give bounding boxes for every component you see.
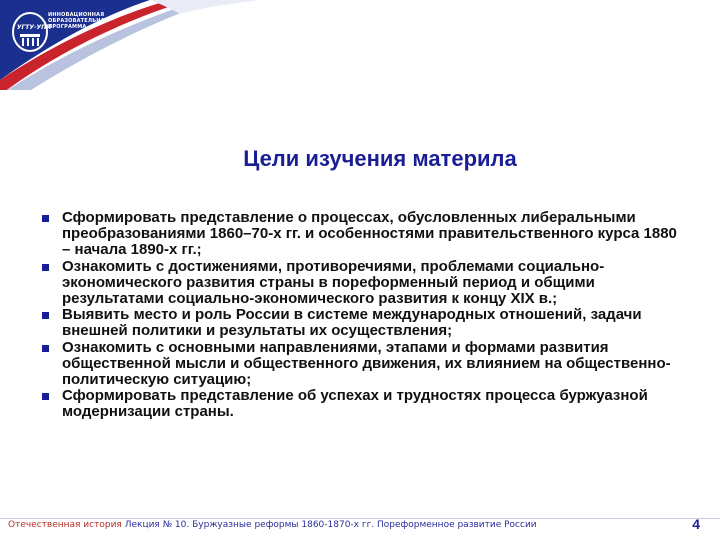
page-number: 4 bbox=[692, 516, 700, 532]
list-item bbox=[40, 388, 680, 420]
logo-caption-line: ОБРАЗОВАТЕЛЬНАЯ bbox=[48, 18, 109, 24]
square-bullet-icon bbox=[42, 345, 49, 352]
slide-title: Цели изучения материла bbox=[243, 146, 517, 171]
university-logo bbox=[6, 6, 109, 62]
objectives-list bbox=[40, 210, 680, 421]
square-bullet-icon bbox=[42, 312, 49, 319]
footer-course: Отечественная история bbox=[8, 520, 122, 530]
logo-caption-line: ИННОВАЦИОННАЯ bbox=[48, 12, 105, 18]
list-item bbox=[40, 340, 680, 389]
list-item bbox=[40, 210, 680, 259]
logo-abbreviation: УГТУ-УПИ bbox=[16, 24, 52, 31]
square-bullet-icon bbox=[42, 393, 49, 400]
list-item-text: Сформировать представление о процессах, обусловленных либеральными преобразованиями 1860–70-х гг. и особенностями правительственного курса 1880 – начала 1890-х гг.; bbox=[62, 209, 677, 259]
list-item bbox=[40, 259, 680, 308]
square-bullet-icon bbox=[42, 264, 49, 271]
list-item bbox=[40, 307, 680, 339]
footer bbox=[8, 520, 608, 530]
list-item-text: Сформировать представление об успехах и трудностях процесса буржуазной модернизации страны. bbox=[62, 387, 648, 421]
square-bullet-icon bbox=[42, 215, 49, 222]
logo-emblem-icon bbox=[10, 10, 50, 54]
footer-lecture: Лекция № 10. Буржуазные реформы 1860-1870-х гг. Пореформенное развитие России bbox=[124, 520, 537, 530]
list-item-text: Выявить место и роль России в системе международных отношений, задачи внешней политики и результаты их осуществления; bbox=[62, 306, 642, 340]
footer-divider bbox=[0, 518, 720, 519]
logo-caption-line: ПРОГРАММА bbox=[48, 24, 87, 30]
list-item-text: Ознакомить с достижениями, противоречиями, проблемами социально-экономического развития страны в пореформенный период и общими результатами социально-экономического развития к концу XIX в.; bbox=[62, 257, 605, 308]
list-item-text: Ознакомить с основными направлениями, этапами и формами развития общественной мысли и общественного движения, их влиянием на общественно-политическую ситуацию; bbox=[62, 338, 671, 389]
logo-caption bbox=[48, 12, 118, 30]
